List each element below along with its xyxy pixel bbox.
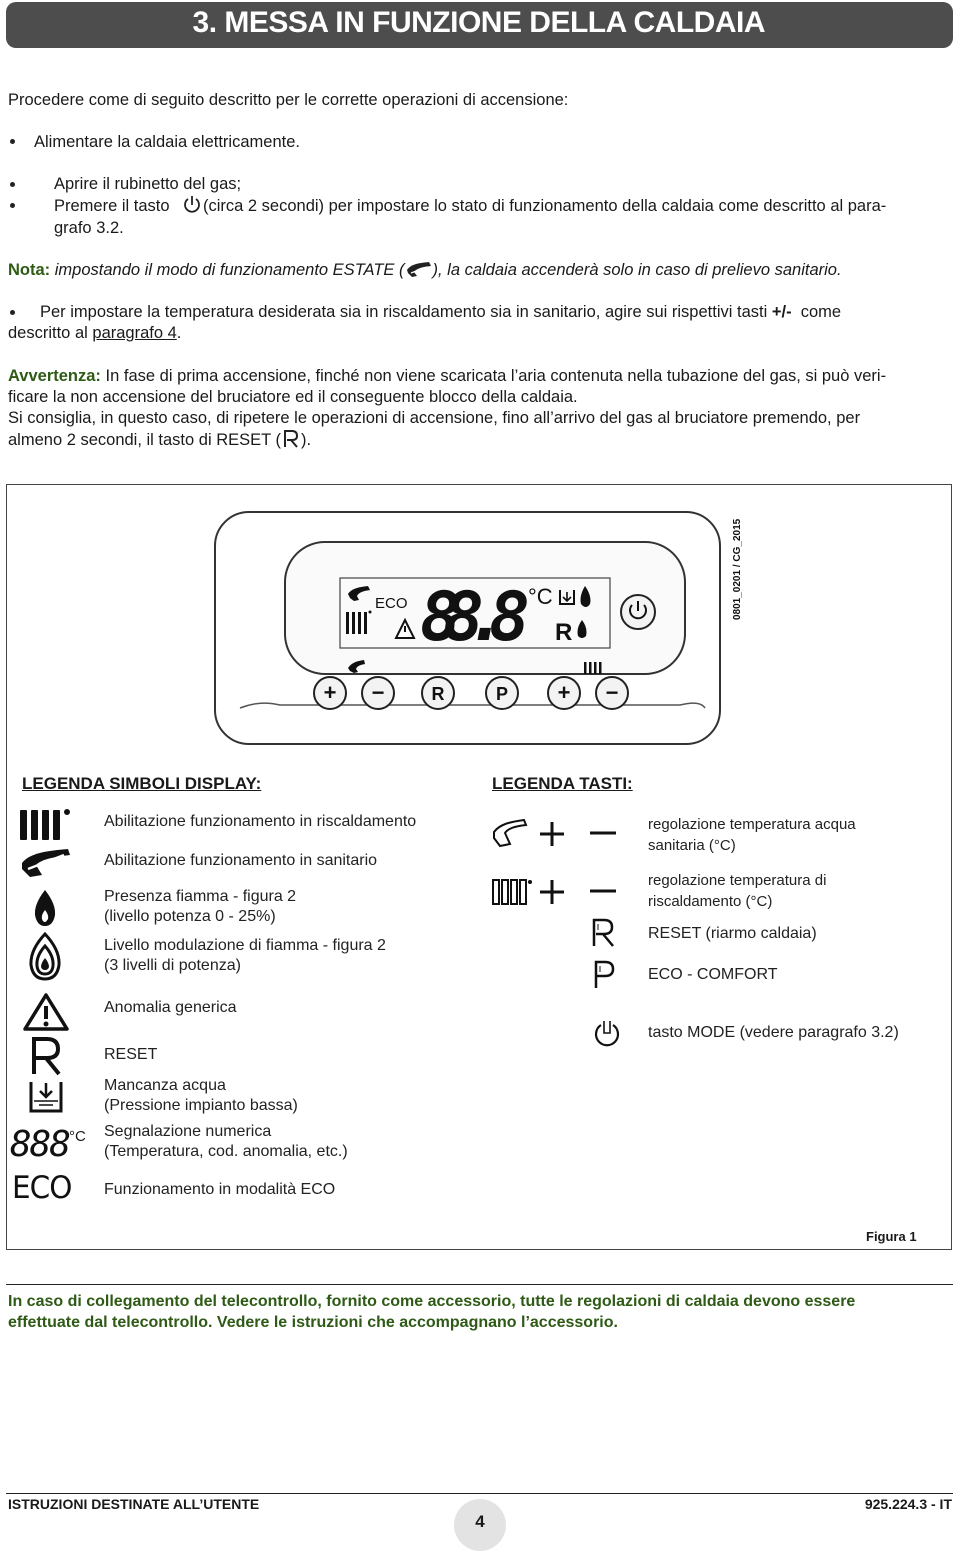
legend-display-item: RESET <box>104 1046 158 1063</box>
temp-step-text: Per impostare la temperatura desiderata sia in riscaldamento sia in sanitario, agire sui rispettivi tasti <box>40 303 768 321</box>
warning-icon <box>22 992 70 1032</box>
note-label: Nota: <box>8 261 51 279</box>
divider <box>6 1284 953 1285</box>
warning-text-4b: ). <box>301 431 312 449</box>
step-3-c: grafo 3.2. <box>54 219 124 237</box>
legend-display-item: (livello potenza 0 - 25%) <box>104 908 276 925</box>
temp-step-come: come <box>800 303 842 321</box>
page-number: 4 <box>475 1512 485 1531</box>
step-1: Alimentare la caldaia elettricamente. <box>34 133 300 151</box>
bullet <box>10 139 15 144</box>
temp-step-line-1 <box>40 302 841 323</box>
title-bar <box>6 2 953 48</box>
paragraph-4-link[interactable]: paragrafo 4 <box>92 324 177 342</box>
remote-note-line-2: effettuate dal telecontrollo. Vedere le istruzioni che accompagnano l’accessorio. <box>8 1314 618 1331</box>
warning-line-1 <box>8 366 886 387</box>
footer-right: 925.224.3 - IT <box>864 1496 952 1512</box>
panel-eco-text: ECO <box>375 595 408 612</box>
intro-text: Procedere come di seguito descritto per le corrette operazioni di accensione: <box>8 91 569 109</box>
legend-display-item: Funzionamento in modalità ECO <box>104 1181 336 1198</box>
reset-glyph-icon <box>28 1036 64 1076</box>
warning-line-3: Si consiglia, in questo caso, di ripetere le operazioni di accensione, fino all’arrivo del gas al bruciatore premendo, per <box>8 409 861 427</box>
warning-text-4a: almeno 2 secondi, il tasto di RESET ( <box>8 431 281 449</box>
legend-display-item: (Temperatura, cod. anomalia, etc.) <box>104 1143 348 1160</box>
legend-display-item: Abilitazione funzionamento in sanitario <box>104 852 378 869</box>
legend-key-item: regolazione temperatura acqua <box>648 816 856 833</box>
panel-digits: 88.8 <box>420 578 530 657</box>
flame-levels-icon <box>26 932 64 982</box>
bullet <box>10 203 15 208</box>
flame-icon <box>30 888 60 928</box>
legend-display-item: Livello modulazione di fiamma - figura 2 <box>104 937 386 954</box>
step-2: Aprire il rubinetto del gas; <box>54 175 242 193</box>
legend-display-item: (3 livelli di potenza) <box>104 957 241 974</box>
warning-label: Avvertenza: <box>8 367 101 385</box>
panel-key-label: R <box>431 684 445 704</box>
legend-display-item: Anomalia generica <box>104 999 237 1016</box>
panel-buttons <box>314 677 628 709</box>
period: . <box>176 324 182 342</box>
warning-text-1: In fase di prima accensione, finché non viene scaricata l’aria contenuta nella tubazione del gas, si può veri- <box>105 367 887 385</box>
panel-key-label: + <box>323 680 337 705</box>
legend-key-item: regolazione temperatura di <box>648 872 827 889</box>
mode-key-icon <box>592 1018 622 1048</box>
note-text-a: impostando il modo di funzionamento ESTATE ( <box>54 261 405 279</box>
sanitary-tap-icon <box>18 845 72 879</box>
radiator-plus-minus-icon <box>490 874 620 910</box>
warning-line-2: ficare la non accensione del bruciatore ed il conseguente blocco della caldaia. <box>8 388 578 406</box>
tap-icon <box>405 260 433 278</box>
numeric-glyph: 888 <box>10 1124 70 1165</box>
temp-step-text-2: descritto al <box>8 324 88 342</box>
control-panel-drawing <box>200 500 760 750</box>
plus-minus-keys: +/- <box>771 303 792 321</box>
footer-rule <box>6 1493 953 1494</box>
legend-display-item: Abilitazione funzionamento in riscaldamento <box>104 813 417 830</box>
figure-label: Figura 1 <box>866 1229 917 1244</box>
panel-reset-glyph: R <box>555 619 573 646</box>
warning-line-4 <box>8 429 311 451</box>
eco-icon: ECO <box>12 1170 72 1206</box>
panel-key-label: + <box>557 680 571 705</box>
panel-key-label: − <box>371 680 385 705</box>
note-text-b: ), la caldaia accenderà solo in caso di prelievo sanitario. <box>432 261 842 279</box>
heating-icon <box>18 806 72 842</box>
legend-display-header: LEGENDA SIMBOLI DISPLAY: <box>22 774 262 793</box>
legend-key-item: tasto MODE (vedere paragrafo 3.2) <box>648 1024 899 1041</box>
numeric-unit: °C <box>69 1128 86 1145</box>
legend-key-item: sanitaria (°C) <box>648 837 736 854</box>
drawing-code: 0801_0201 / CG_2015 <box>732 518 743 620</box>
power-icon <box>182 194 202 216</box>
eco-comfort-key-icon <box>592 960 616 990</box>
panel-key-label: P <box>495 684 509 704</box>
panel-unit: °C <box>528 584 553 609</box>
step-3-a: Premere il tasto <box>54 197 170 215</box>
legend-display-item: Presenza fiamma - figura 2 <box>104 888 297 905</box>
reset-icon <box>281 429 301 449</box>
legend-key-item: ECO - COMFORT <box>648 966 778 983</box>
tap-plus-minus-icon <box>490 816 620 852</box>
numeric-display-icon <box>10 1124 96 1164</box>
legend-display-item: Mancanza acqua <box>104 1077 226 1094</box>
note-line <box>8 260 842 281</box>
legend-display-item: (Pressione impianto bassa) <box>104 1097 298 1114</box>
legend-key-item: riscaldamento (°C) <box>648 893 773 910</box>
temp-step-line-2 <box>8 323 181 344</box>
bullet <box>10 182 15 187</box>
water-low-icon <box>28 1080 64 1114</box>
legend-keys-header: LEGENDA TASTI: <box>492 774 633 793</box>
legend-key-item: RESET (riarmo caldaia) <box>648 925 817 942</box>
legend-display-item: Segnalazione numerica <box>104 1123 272 1140</box>
page-title: 3. MESSA IN FUNZIONE DELLA CALDAIA <box>192 6 765 39</box>
reset-key-icon <box>590 918 616 948</box>
footer-left: ISTRUZIONI DESTINATE ALL’UTENTE <box>8 1496 260 1512</box>
remote-note-line-1: In caso di collegamento del telecontrollo, fornito come accessorio, tutte le regolazioni di caldaia devono essere <box>8 1293 856 1310</box>
page-number-circle <box>454 1499 506 1551</box>
step-3-b: (circa 2 secondi) per impostare lo stato di funzionamento della caldaia come descritto al para- <box>203 197 887 215</box>
panel-key-label: − <box>605 680 619 705</box>
bullet <box>10 310 15 315</box>
